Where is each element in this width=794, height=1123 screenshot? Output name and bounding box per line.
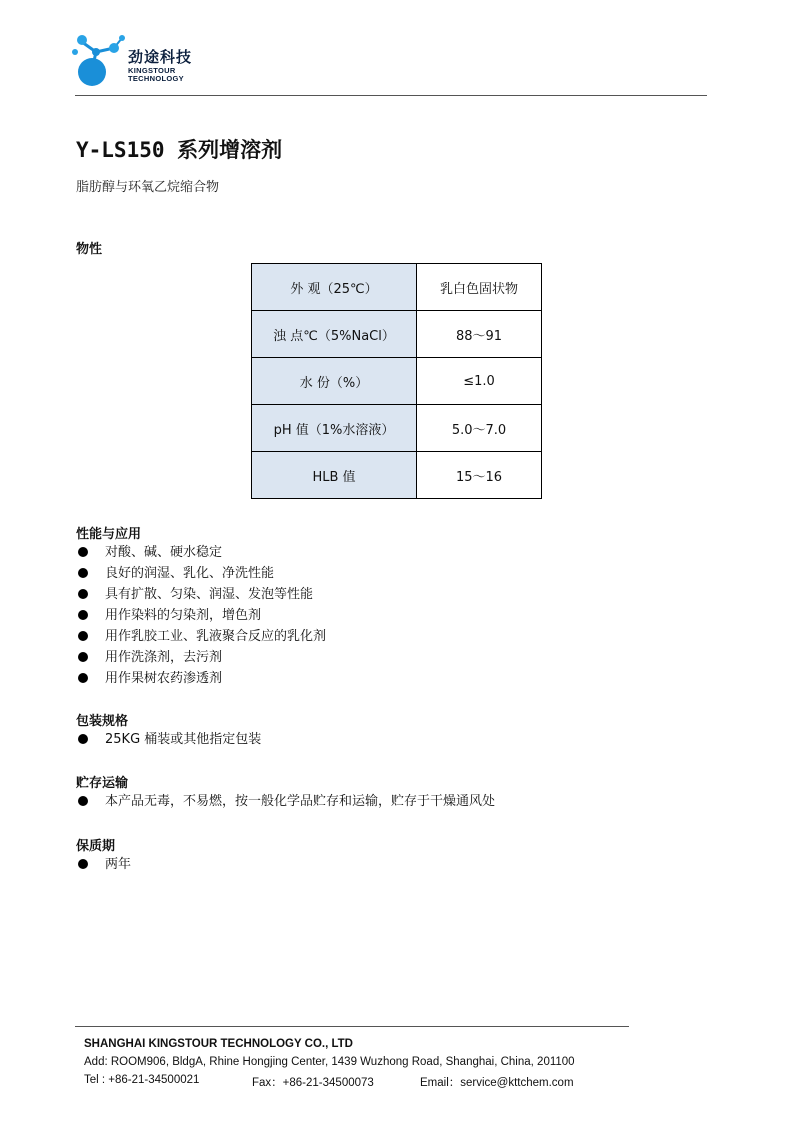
list-item (76, 563, 326, 584)
property-value: 88～91 (417, 311, 542, 358)
list-item (76, 605, 326, 626)
logo-chinese-name: 劲途科技 (128, 48, 193, 66)
table-row (252, 405, 542, 452)
list-item (76, 729, 261, 750)
bullet-icon (78, 589, 88, 599)
list-item (76, 668, 326, 689)
list-item (76, 854, 131, 875)
applications-list (76, 542, 326, 689)
property-name: pH 值（1%水溶液） (252, 405, 417, 452)
bullet-icon (78, 796, 88, 806)
property-name: 水 份（%） (252, 358, 417, 405)
table-row (252, 452, 542, 499)
company-logo (70, 30, 210, 90)
table-row (252, 358, 542, 405)
property-name: HLB 值 (252, 452, 417, 499)
header-divider (75, 95, 707, 96)
property-name: 浊 点℃（5%NaCl） (252, 311, 417, 358)
property-value: 5.0～7.0 (417, 405, 542, 452)
properties-heading: 物性 (76, 242, 103, 257)
storage-heading: 贮存运输 (76, 776, 129, 791)
bullet-icon (78, 631, 88, 641)
list-item-text: 良好的润湿、乳化、净洗性能 (105, 566, 275, 581)
list-item-text: 对酸、碱、硬水稳定 (105, 545, 223, 560)
list-item (76, 626, 326, 647)
bullet-icon (78, 734, 88, 744)
property-name: 外 观（25℃） (252, 264, 417, 311)
list-item-text: 用作染料的匀染剂，增色剂 (105, 608, 262, 623)
list-item (76, 542, 326, 563)
bullet-icon (78, 568, 88, 578)
properties-table (251, 263, 542, 499)
shelf-life-heading: 保质期 (76, 839, 116, 854)
molecule-logo-icon (70, 30, 130, 90)
list-item-text: 本产品无毒，不易燃，按一般化学品贮存和运输，贮存于干燥通风处 (105, 794, 496, 809)
storage-list (76, 791, 495, 812)
footer-fax: Fax：+86-21-34500073 (252, 1077, 374, 1089)
property-value: 乳白色固状物 (417, 264, 542, 311)
applications-heading: 性能与应用 (76, 527, 142, 542)
packaging-heading: 包装规格 (76, 714, 129, 729)
footer-phone: Tel : +86-21-34500021 (84, 1074, 200, 1086)
logo-english-line2: TECHNOLOGY (128, 74, 184, 83)
packaging-list (76, 729, 261, 750)
footer-divider (75, 1026, 629, 1027)
property-value: ≤1.0 (417, 358, 542, 405)
list-item-text: 用作洗涤剂，去污剂 (105, 650, 223, 665)
list-item-text: 两年 (105, 857, 132, 872)
list-item (76, 584, 326, 605)
bullet-icon (78, 859, 88, 869)
footer-address: Add: ROOM906, BldgA, Rhine Hongjing Center, 1439 Wuzhong Road, Shanghai, China, 201100 (84, 1056, 575, 1068)
table-row (252, 264, 542, 311)
bullet-icon (78, 652, 88, 662)
product-title: Y-LS150 系列增溶剂 (76, 138, 283, 162)
bullet-icon (78, 547, 88, 557)
table-row (252, 311, 542, 358)
list-item (76, 791, 495, 812)
footer-email: Email：service@kttchem.com (420, 1077, 574, 1089)
footer-company-name: SHANGHAI KINGSTOUR TECHNOLOGY CO., LTD (84, 1038, 353, 1050)
bullet-icon (78, 610, 88, 620)
bullet-icon (78, 673, 88, 683)
product-subtitle: 脂肪醇与环氧乙烷缩合物 (76, 180, 220, 195)
list-item (76, 647, 326, 668)
list-item-text: 用作果树农药渗透剂 (105, 671, 223, 686)
logo-english-line1: KINGSTOUR (128, 66, 176, 75)
list-item-text: 用作乳胶工业、乳液聚合反应的乳化剂 (105, 629, 327, 644)
list-item-text: 具有扩散、匀染、润湿、发泡等性能 (105, 587, 314, 602)
list-item-text: 25KG 桶装或其他指定包装 (105, 732, 262, 747)
property-value: 15～16 (417, 452, 542, 499)
shelf-life-list (76, 854, 131, 875)
